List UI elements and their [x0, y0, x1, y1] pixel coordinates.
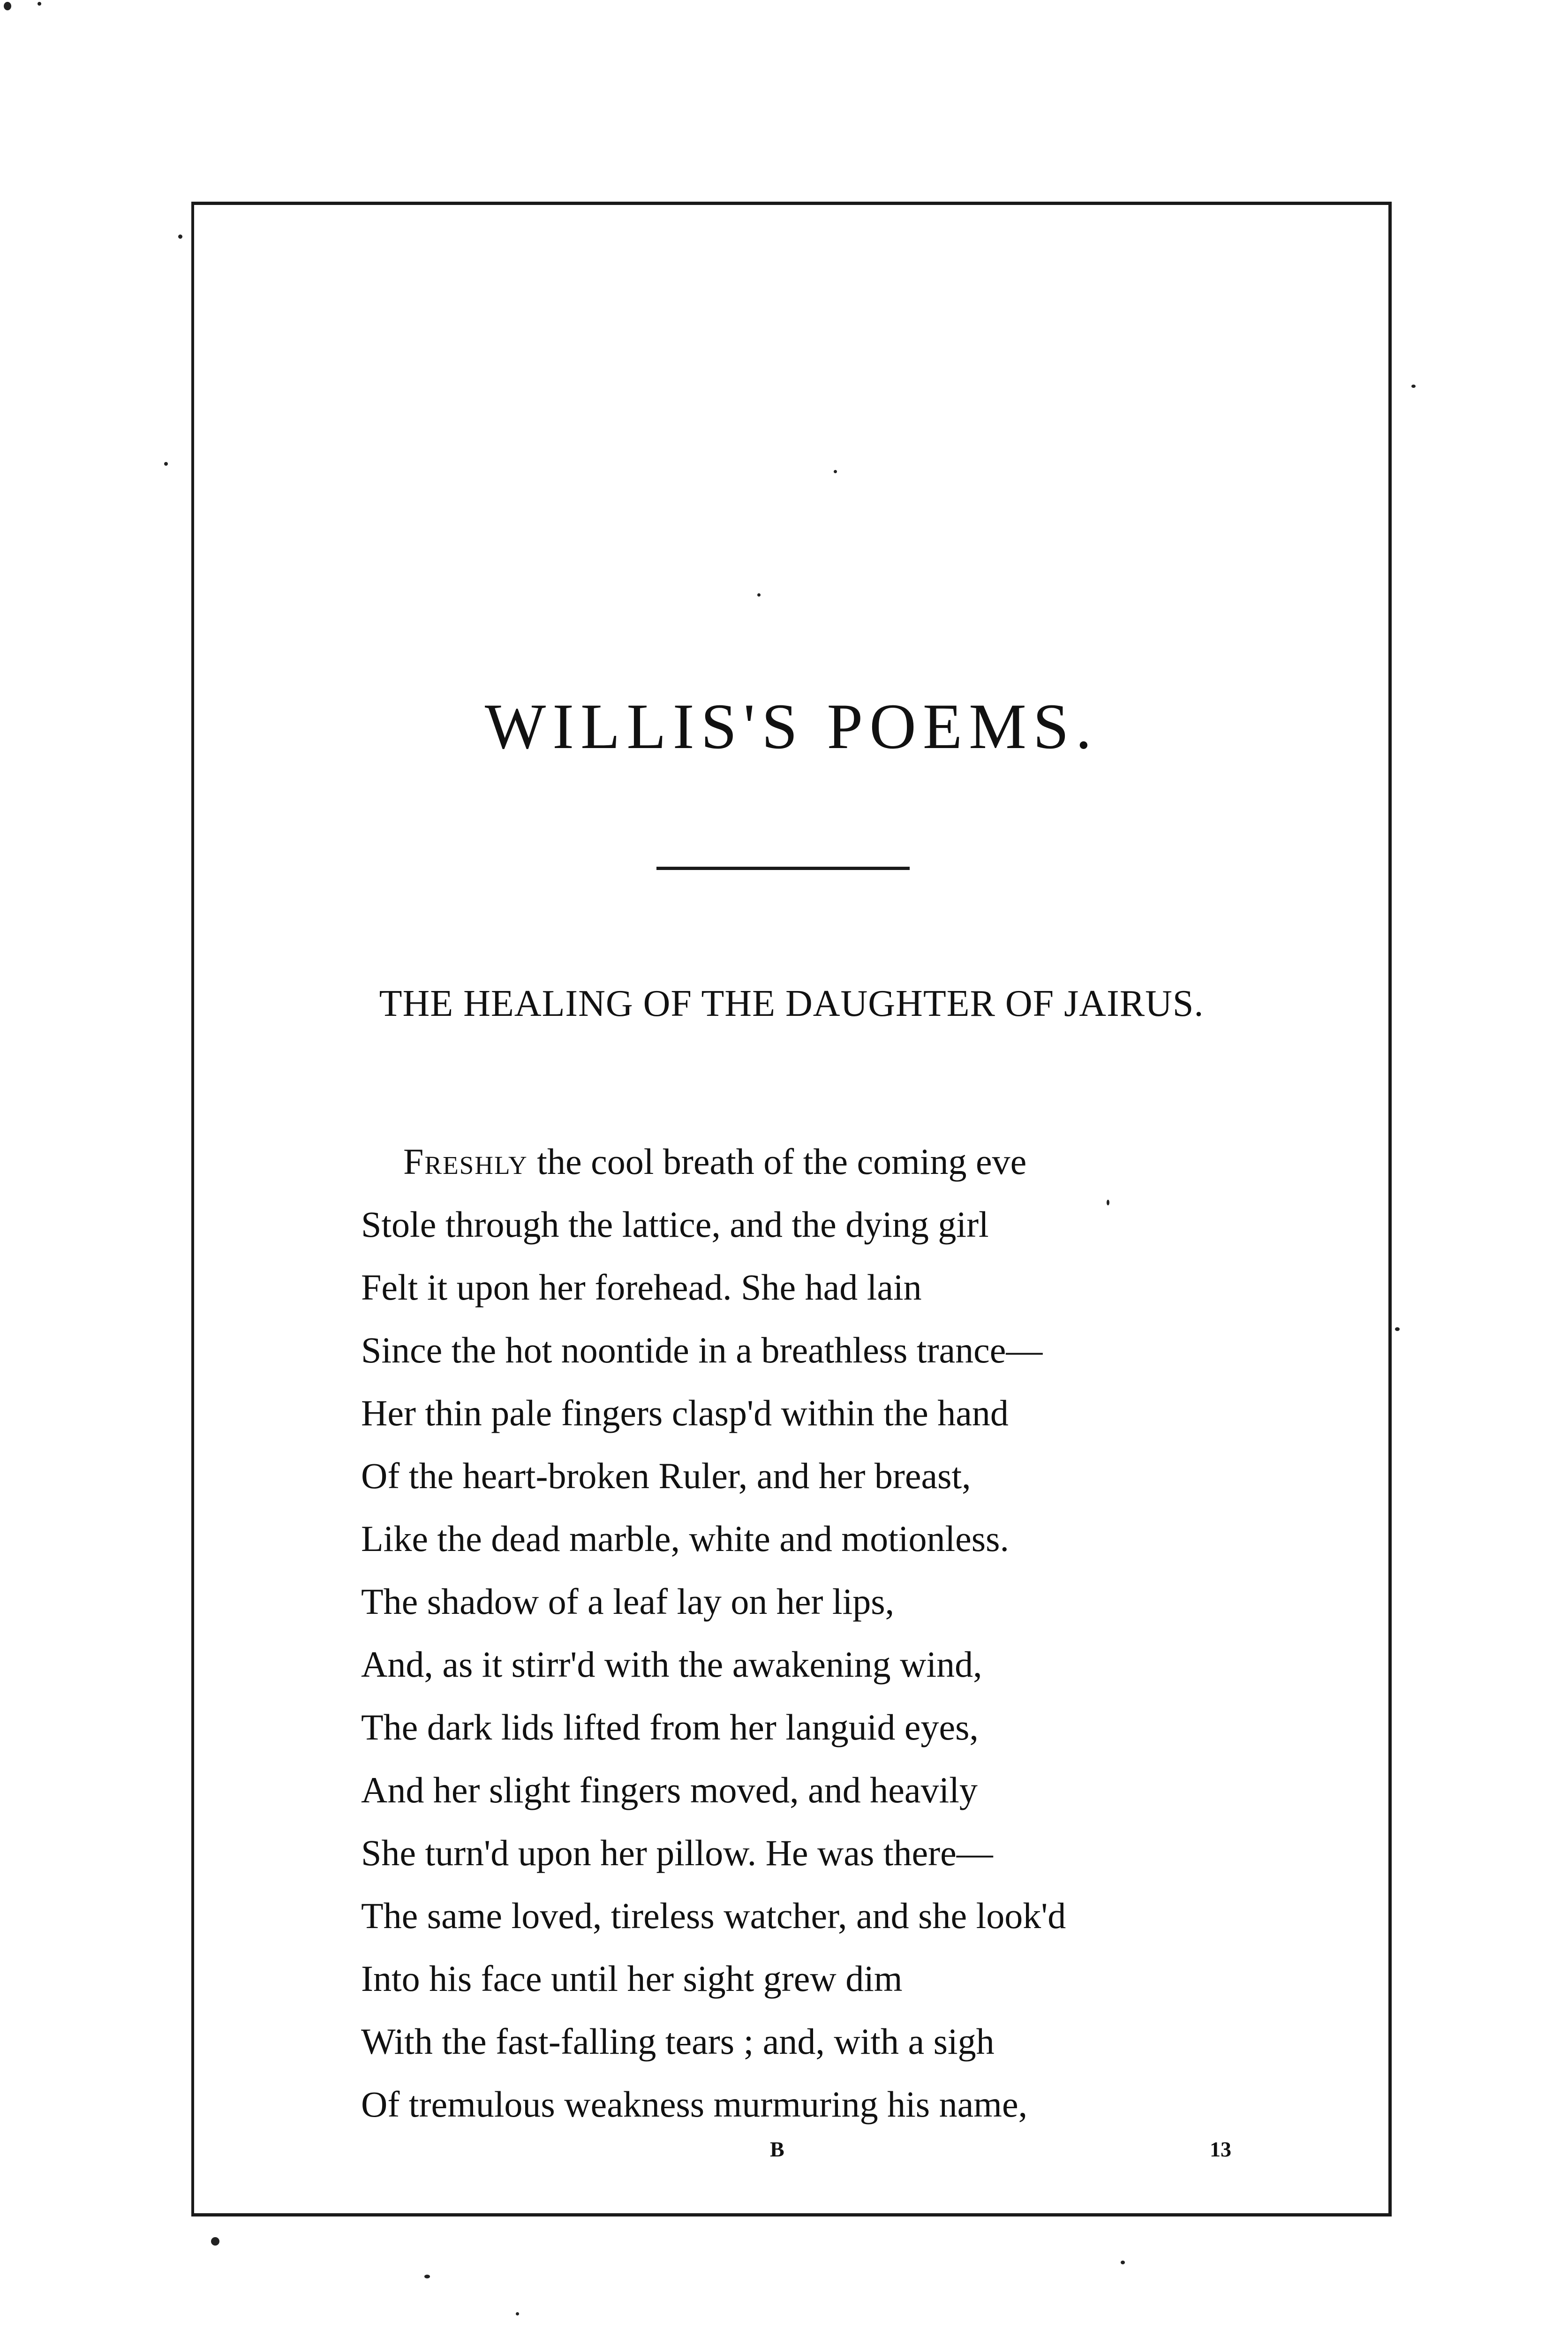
title-rule: [656, 867, 910, 870]
scan-speck: [1121, 2261, 1125, 2264]
scan-speck: [424, 2275, 430, 2278]
verse-line: And her slight fingers moved, and heavily: [361, 1770, 978, 1810]
scan-speck: [757, 593, 761, 597]
verse-line: With the fast-falling tears ; and, with a sigh: [361, 2021, 995, 2062]
scan-speck: [38, 2, 41, 6]
verse-line: The same loved, tireless watcher, and she look'd: [361, 1895, 1066, 1936]
verse-line-text: the cool breath of the coming eve: [528, 1141, 1027, 1182]
page-number: 13: [1210, 2137, 1231, 2161]
scan-speck: [1107, 1200, 1109, 1205]
verse-line: And, as it stirr'd with the awakening wind,: [361, 1644, 982, 1685]
scan-speck: [164, 462, 168, 466]
poem-title: THE HEALING OF THE DAUGHTER OF JAIRUS.: [379, 983, 1204, 1024]
verse-line: [361, 1130, 1299, 1193]
scan-speck: [211, 2237, 219, 2246]
signature-mark: B: [770, 2137, 784, 2161]
scan-speck: [834, 470, 837, 473]
scan-speck: [516, 2312, 519, 2315]
verse-line: Stole through the lattice, and the dying girl: [361, 1204, 989, 1245]
running-title: WILLIS'S POEMS.: [484, 690, 1099, 762]
verse-line: The dark lids lifted from her languid eyes,: [361, 1707, 979, 1747]
verse-line: Felt it upon her forehead. She had lain: [361, 1267, 922, 1308]
verse-line: She turn'd upon her pillow. He was there—: [361, 1832, 993, 1873]
scan-speck: [4, 2, 11, 10]
scan-speck: [1395, 1327, 1400, 1331]
verse-line: Like the dead marble, white and motionless.: [361, 1518, 1009, 1559]
verse-line: Of the heart-broken Ruler, and her breast,: [361, 1455, 971, 1496]
drop-word: Freshly: [403, 1141, 528, 1182]
verse-line: Since the hot noontide in a breathless trance—: [361, 1330, 1043, 1370]
poem-body: [361, 1130, 1299, 2136]
verse-line: Her thin pale fingers clasp'd within the hand: [361, 1392, 1009, 1433]
scan-speck: [1411, 385, 1416, 388]
verse-line: Of tremulous weakness murmuring his name,: [361, 2084, 1028, 2125]
scan-speck: [178, 234, 182, 239]
verse-line: Into his face until her sight grew dim: [361, 1958, 903, 1999]
verse-line: The shadow of a leaf lay on her lips,: [361, 1581, 895, 1622]
